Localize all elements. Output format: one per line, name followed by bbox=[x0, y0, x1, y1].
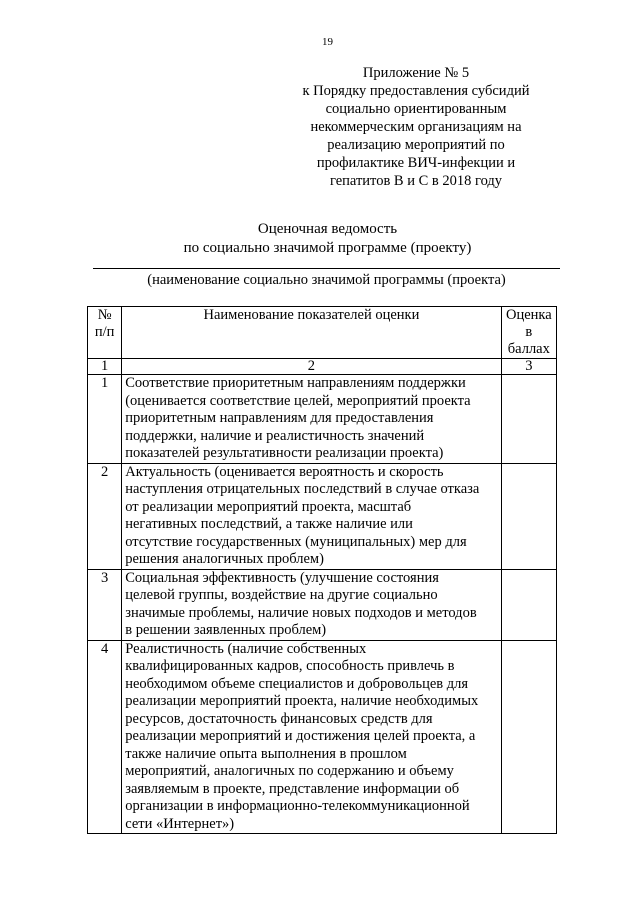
program-name-blank-line bbox=[93, 268, 560, 269]
criterion-line: квалифицированных кадров, способность привлечь в bbox=[125, 658, 455, 674]
criterion-line: Соответствие приоритетным направлениям поддержки bbox=[125, 375, 466, 391]
header-score: Оценка в баллах bbox=[501, 307, 556, 359]
page-number: 19 bbox=[322, 36, 333, 48]
criterion-description bbox=[122, 569, 501, 640]
criterion-line: реализации мероприятий проекта, наличие необходимых bbox=[125, 693, 479, 709]
header-criteria-name: Наименование показателей оценки bbox=[122, 307, 501, 359]
criterion-line: организации в информационно-телекоммуникационной bbox=[125, 798, 470, 814]
table-row bbox=[88, 640, 557, 834]
score-cell[interactable] bbox=[501, 463, 556, 569]
score-cell[interactable] bbox=[501, 569, 556, 640]
column-number: 3 bbox=[501, 359, 556, 375]
criterion-line: приоритетным направлениям для предоставления bbox=[125, 410, 434, 426]
criterion-description bbox=[122, 375, 501, 464]
criterion-line: мероприятий, аналогичных по содержанию и объему bbox=[125, 763, 454, 779]
column-number: 2 bbox=[122, 359, 501, 375]
document-title bbox=[0, 220, 640, 258]
criterion-line: целевой группы, воздействие на другие социально bbox=[125, 587, 438, 603]
criterion-line: реализации мероприятий и достижения целей проекта, а bbox=[125, 728, 476, 744]
appendix-header bbox=[296, 64, 536, 190]
criterion-line: показателей результативности реализации проекта) bbox=[125, 445, 444, 461]
criterion-line: в решении заявленных проблем) bbox=[125, 622, 327, 638]
title-line-2: по социально значимой программе (проекту) bbox=[183, 240, 472, 256]
criterion-line: (оценивается соответствие целей, мероприятий проекта bbox=[125, 392, 471, 409]
header-number: № п/п bbox=[88, 307, 122, 359]
appendix-line: к Порядку предоставления субсидий bbox=[302, 83, 530, 99]
criterion-line: также наличие опыта выполнения в прошлом bbox=[125, 745, 407, 762]
table-row bbox=[88, 375, 557, 464]
table-row bbox=[88, 569, 557, 640]
criterion-line: от реализации мероприятий проекта, масштаб bbox=[125, 498, 412, 515]
criterion-line: наступления отрицательных последствий в случае отказа bbox=[125, 481, 480, 497]
criterion-line: отсутствие государственных (муниципальных) мер для bbox=[125, 533, 467, 550]
score-cell[interactable] bbox=[501, 640, 556, 834]
criterion-line: ресурсов, достаточность финансовых средств для bbox=[125, 710, 433, 727]
criterion-line: решения аналогичных проблем) bbox=[125, 551, 324, 567]
score-cell[interactable] bbox=[501, 375, 556, 464]
criterion-line: заявляемым в проекте, представление информации об bbox=[125, 780, 460, 797]
criterion-description bbox=[122, 463, 501, 569]
appendix-line: профилактике ВИЧ-инфекции и bbox=[316, 155, 516, 171]
column-number-row bbox=[88, 359, 557, 375]
criterion-line: необходимом объеме специалистов и добровольцев для bbox=[125, 675, 469, 692]
criterion-line: негативных последствий, а также наличие или bbox=[125, 516, 413, 532]
criterion-line: значимые проблемы, наличие новых подходов и методов bbox=[125, 604, 477, 621]
row-number: 2 bbox=[88, 463, 122, 569]
appendix-line: гепатитов В и С в 2018 году bbox=[329, 173, 503, 189]
title-line-1: Оценочная ведомость bbox=[257, 221, 398, 237]
appendix-line: Приложение № 5 bbox=[362, 65, 470, 81]
table-header-row bbox=[88, 307, 557, 359]
criterion-line: Реалистичность (наличие собственных bbox=[125, 640, 367, 657]
appendix-line: социально ориентированным bbox=[325, 101, 507, 117]
criterion-line: Социальная эффективность (улучшение состояния bbox=[125, 569, 439, 586]
row-number: 3 bbox=[88, 569, 122, 640]
appendix-line: реализацию мероприятий по bbox=[327, 137, 505, 153]
column-number: 1 bbox=[88, 359, 122, 375]
criterion-description bbox=[122, 640, 501, 834]
evaluation-table bbox=[87, 306, 557, 834]
appendix-line: некоммерческим организациям на bbox=[310, 119, 522, 135]
criterion-line: поддержки, наличие и реалистичность значений bbox=[125, 427, 425, 444]
table-row bbox=[88, 463, 557, 569]
row-number: 1 bbox=[88, 375, 122, 464]
criterion-line: сети «Интернет») bbox=[125, 815, 235, 832]
row-number: 4 bbox=[88, 640, 122, 834]
program-name-caption: (наименование социально значимой программы (проекта) bbox=[147, 272, 506, 288]
criterion-line: Актуальность (оценивается вероятность и скорость bbox=[125, 463, 444, 480]
